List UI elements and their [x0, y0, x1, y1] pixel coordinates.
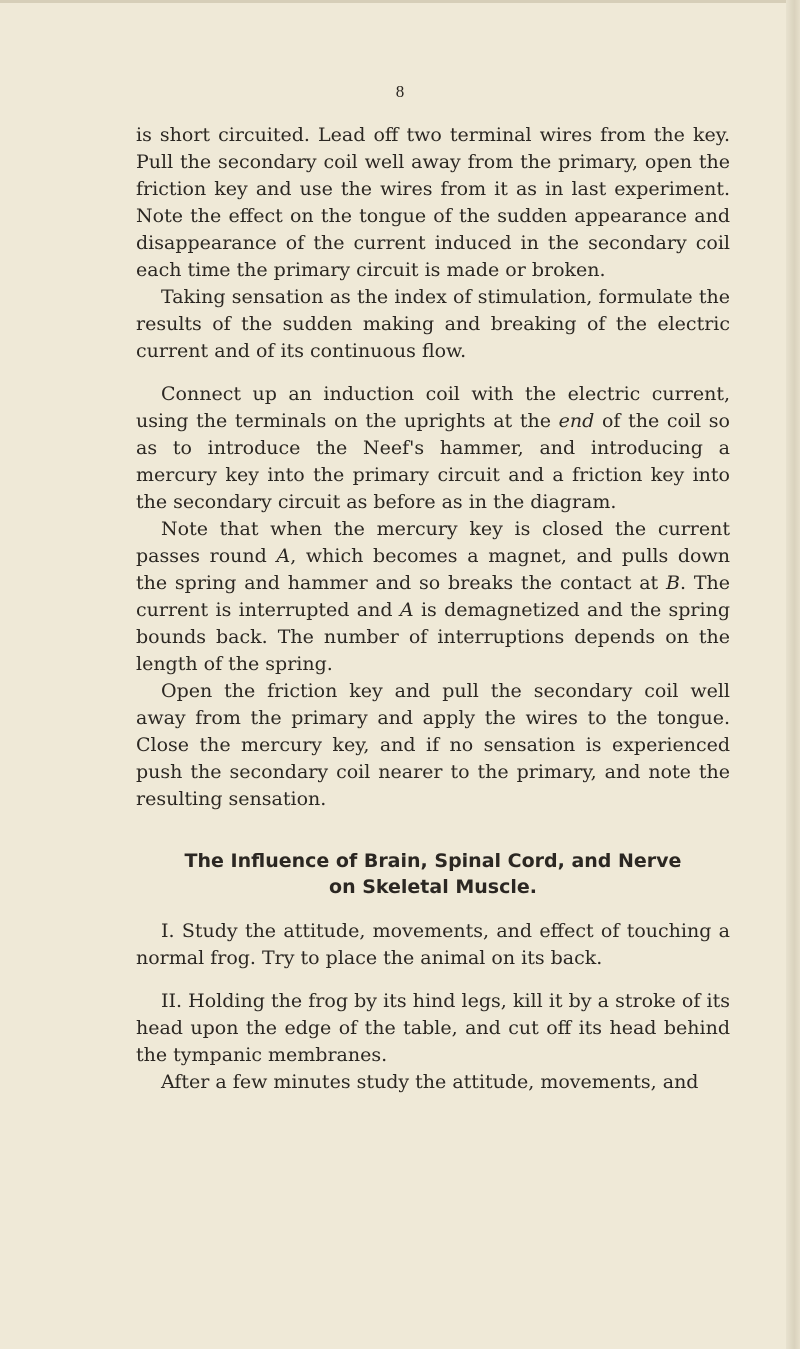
paragraph-2: Taking sensation as the index of stimulation, formulate the results of the sudden making and breaking of the electric current and of its continuous flow.	[136, 286, 730, 362]
paragraph-4-part-a: Note that when the mercury key is closed the current passes round	[136, 518, 730, 567]
paragraph-4-part-d: is demagnetized and the spring bounds back. The number of interruptions depends on the length of the spring.	[136, 599, 730, 675]
label-b: B	[666, 572, 680, 594]
label-a-second: A	[399, 599, 414, 621]
paragraph-5: Open the friction key and pull the secondary coil well away from the primary and apply the wires to the tongue. Close the mercury key, and if no sensation is experienced push the secondary coil nearer to the primary, and note the resulting sensation.	[136, 680, 730, 810]
page-top-edge	[0, 0, 800, 3]
paragraph-4	[136, 516, 730, 678]
page-body	[136, 122, 730, 1096]
paragraph-7: II. Holding the frog by its hind legs, kill it by a stroke of its head upon the edge of the table, and cut off its head behind the tympanic membranes.	[136, 990, 730, 1066]
section-heading-line-1: The Influence of Brain, Spinal Cord, and Nerve	[184, 850, 682, 872]
label-a: A	[276, 545, 291, 567]
paragraph-6: I. Study the attitude, movements, and effect of touching a normal frog. Try to place the animal on its back.	[136, 920, 730, 969]
paragraph-4-part-b: , which becomes a magnet, and pulls down the spring and hammer and so breaks the contact at	[136, 545, 730, 594]
emphasis-end: end	[558, 410, 595, 432]
section-heading	[136, 848, 730, 900]
paragraph-8: After a few minutes study the attitude, movements, and	[161, 1071, 699, 1093]
paragraph-1: is short circuited. Lead off two terminal wires from the key. Pull the secondary coil well away from the primary, open the friction key and use the wires from it as in last experiment. Note the effect on the tongue of the sudden appearance and disappearance of the current induced in the secondary coil each time the primary circuit is made or broken.	[136, 124, 730, 281]
section-heading-line-2: on Skeletal Muscle.	[329, 876, 537, 898]
paragraph-3-part-a: Connect up an induction coil with the electric current, using the terminals on the uprights at the	[136, 383, 730, 432]
paragraph-3	[136, 381, 730, 516]
page-number: 8	[395, 82, 405, 101]
paragraph-3-part-b: of the coil so as to introduce the Neef's hammer, and introducing a mercury key into the primary circuit and a friction key into the secondary circuit as before as in the diagram.	[136, 410, 730, 513]
paragraph-4-part-c: . The current is interrupted and	[136, 572, 731, 621]
page-right-edge	[786, 0, 800, 1349]
